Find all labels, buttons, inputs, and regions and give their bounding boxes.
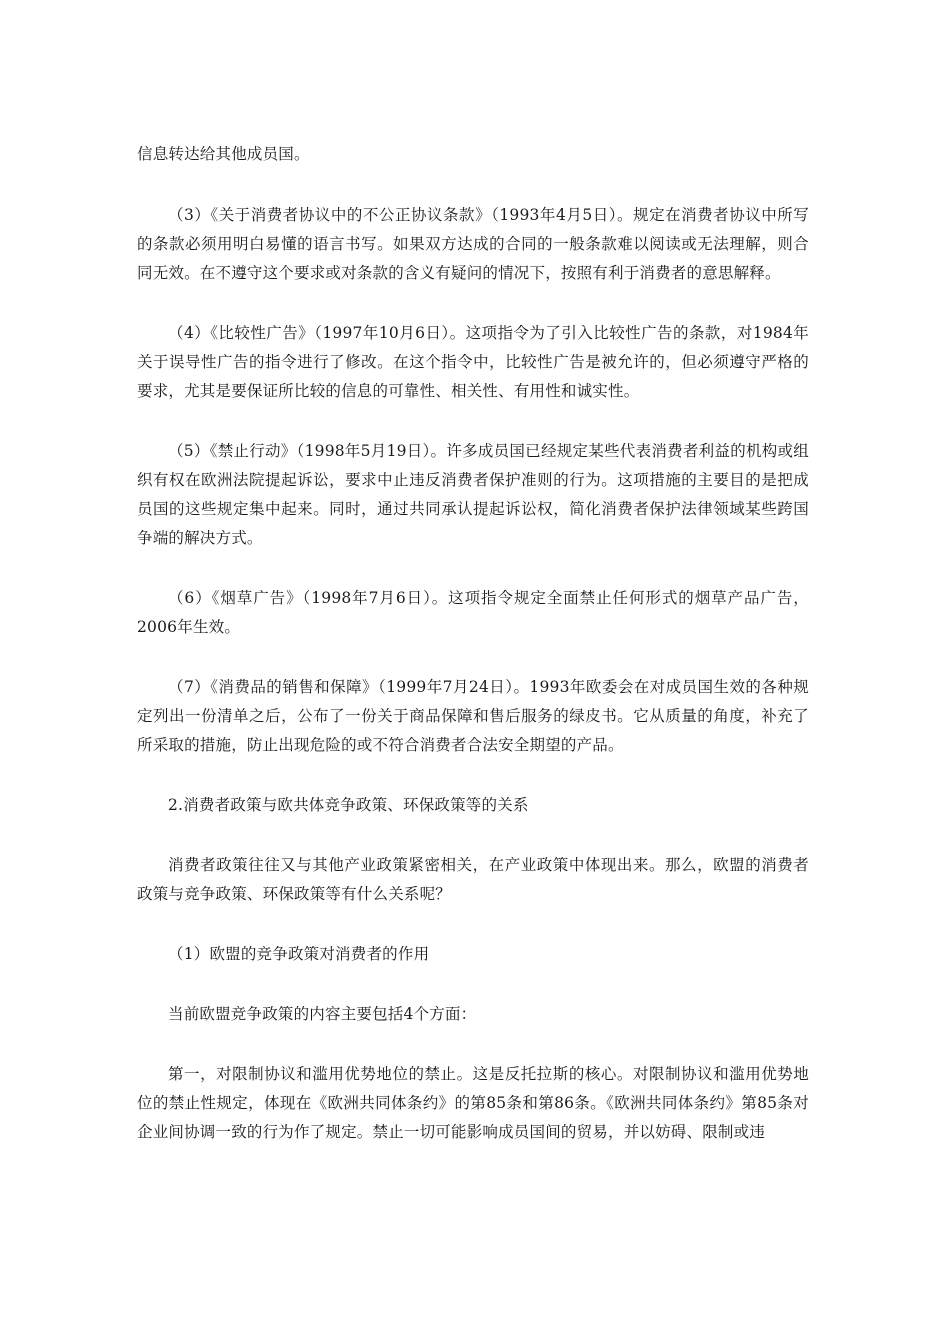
section-heading-2: 2.消费者政策与欧共体竞争政策、环保政策等的关系 xyxy=(168,796,529,814)
paragraph-first-aspect: 第一，对限制协议和滥用优势地位的禁止。这是反托拉斯的核心。对限制协议和滥用优势地位的禁止性规定，体现在《欧洲共同体条约》的第85条和第86条。《欧洲共同体条约》第85条对企业间协调一致的行为作了规定。禁止一切可能影响成员国间的贸易，并以妨碍、限制或违 xyxy=(137,1065,809,1141)
paragraph-item-4: （4）《比较性广告》（1997年10月6日）。这项指令为了引入比较性广告的条款，对1984年关于误导性广告的指令进行了修改。在这个指令中，比较性广告是被允许的，但必须遵守严格的要求，尤其是要保证所比较的信息的可靠性、相关性、有用性和诚实性。 xyxy=(137,324,809,400)
paragraph-item-7: （7）《消费品的销售和保障》（1999年7月24日）。1993年欧委会在对成员国生效的各种规定列出一份清单之后，公布了一份关于商品保障和售后服务的绿皮书。它从质量的角度，补充了所采取的措施，防止出现危险的或不符合消费者合法安全期望的产品。 xyxy=(137,678,809,754)
paragraph-four-aspects: 当前欧盟竞争政策的内容主要包括4个方面： xyxy=(168,1005,477,1023)
paragraph-item-5: （5）《禁止行动》（1998年5月19日）。许多成员国已经规定某些代表消费者利益的机构或组织有权在欧洲法院提起诉讼，要求中止违反消费者保护准则的行为。这项措施的主要目的是把成员国的这些规定集中起来。同时，通过共同承认提起诉讼权，简化消费者保护法律领域某些跨国争端的解决方式。 xyxy=(137,442,809,547)
paragraph-intro: 消费者政策往往又与其他产业政策紧密相关，在产业政策中体现出来。那么，欧盟的消费者政策与竞争政策、环保政策等有什么关系呢？ xyxy=(137,856,809,903)
document-page xyxy=(137,140,809,1178)
paragraph-item-6: （6）《烟草广告》（1998年7月6日）。这项指令规定全面禁止任何形式的烟草产品广告，2006年生效。 xyxy=(137,589,809,636)
subsection-heading-1: （1）欧盟的竞争政策对消费者的作用 xyxy=(168,945,430,963)
paragraph-continuation: 信息转达给其他成员国。 xyxy=(137,145,310,163)
paragraph-item-3: （3）《关于消费者协议中的不公正协议条款》（1993年4月5日）。规定在消费者协议中所写的条款必须用明白易懂的语言书写。如果双方达成的合同的一般条款难以阅读或无法理解，则合同无效。在不遵守这个要求或对条款的含义有疑问的情况下，按照有利于消费者的意思解释。 xyxy=(137,206,809,282)
